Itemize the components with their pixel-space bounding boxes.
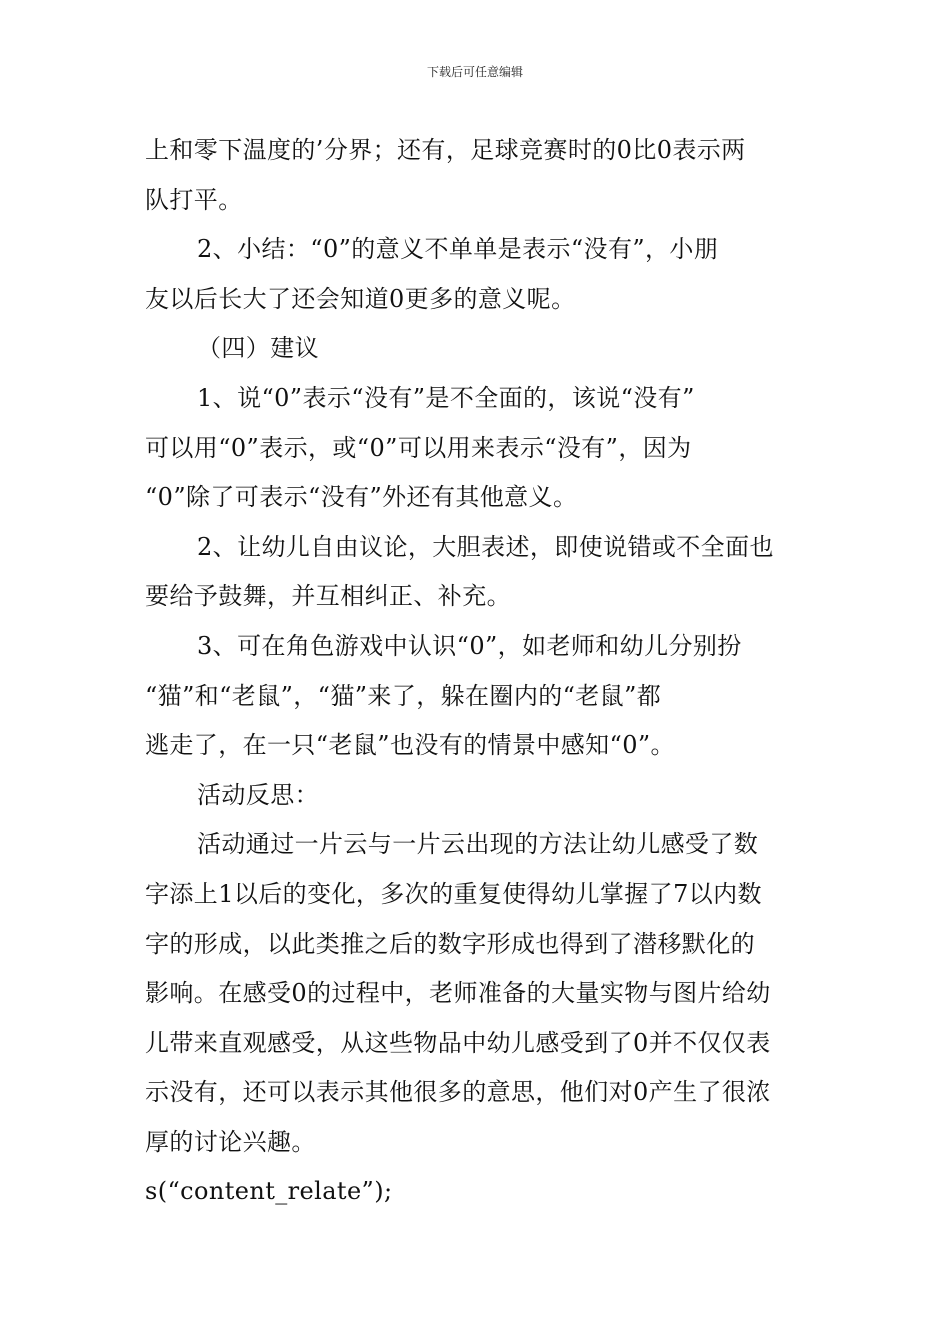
text-line: 逃走了，在一只“老鼠”也没有的情景中感知“0”。	[145, 731, 675, 760]
text-line: 2、让幼儿自由议论，大胆表述，即使说错或不全面也	[197, 532, 774, 561]
page-header: 下载后可任意编辑	[426, 65, 523, 79]
text-line: 友以后长大了还会知道0更多的意义呢。	[145, 284, 576, 313]
text-line: 字的形成，以此类推之后的数字形成也得到了潜移默化的	[145, 929, 755, 958]
text-line: “0”除了可表示“没有”外还有其他意义。	[145, 483, 578, 512]
text-line: 影响。在感受0的过程中，老师准备的大量实物与图片给幼	[145, 979, 771, 1008]
code-line: s(“content_relate”);	[145, 1177, 393, 1206]
text-line: 可以用“0”表示，或“0”可以用来表示“没有”，因为	[145, 433, 692, 462]
text-line: “猫”和“老鼠”，“猫”来了，躲在圈内的“老鼠”都	[145, 681, 662, 710]
text-line: 1、说“0”表示“没有”是不全面的，该说“没有”	[197, 383, 695, 412]
text-line: 活动通过一片云与一片云出现的方法让幼儿感受了数	[197, 830, 759, 859]
text-line: 上和零下温度的’分界；还有，足球竞赛时的0比0表示两	[145, 136, 746, 164]
document-body	[145, 126, 815, 1217]
text-line: 厚的讨论兴趣。	[145, 1127, 316, 1156]
text-line: 要给予鼓舞，并互相纠正、补充。	[145, 582, 511, 611]
text-line: 字添上1以后的变化，多次的重复使得幼儿掌握了7以内数	[145, 879, 762, 908]
text-line: 3、可在角色游戏中认识“0”，如老师和幼儿分别扮	[197, 631, 742, 660]
section-heading: 活动反思：	[197, 780, 319, 809]
section-heading: （四）建议	[197, 334, 319, 363]
text-line: 儿带来直观感受，从这些物品中幼儿感受到了0并不仅仅表	[145, 1028, 771, 1057]
text-line: 示没有，还可以表示其他很多的意思，他们对0产生了很浓	[145, 1078, 771, 1107]
text-line: 2、小结：“0”的意义不单单是表示“没有”，小朋	[197, 235, 719, 264]
text-line: 队打平。	[145, 185, 243, 214]
